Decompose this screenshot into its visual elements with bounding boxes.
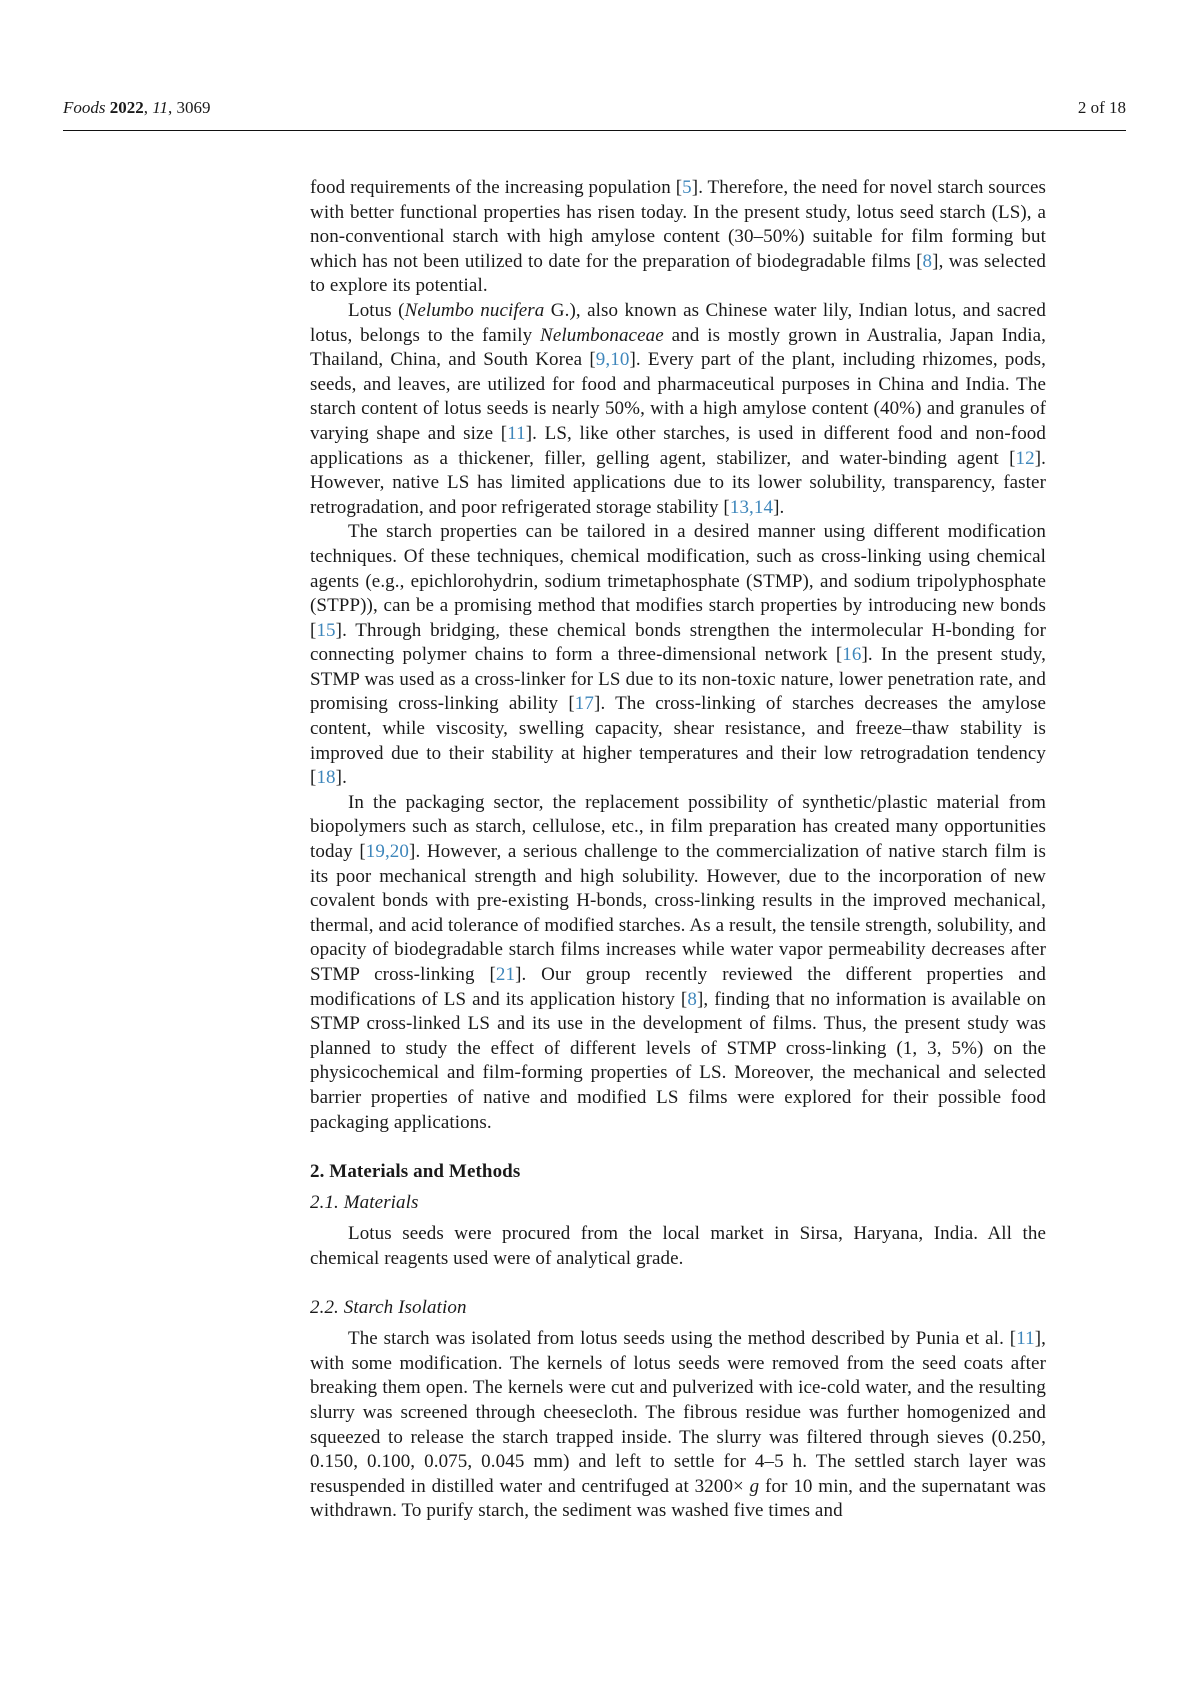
citation-link[interactable]: 8 xyxy=(922,250,933,272)
citation-link[interactable]: 15 xyxy=(316,619,336,641)
subsection-heading: 2.2. Starch Isolation xyxy=(310,1296,467,1318)
journal-citation: Foods 2022, 11, 3069 xyxy=(63,98,211,117)
citation-link[interactable]: 9,10 xyxy=(595,349,630,371)
citation-link[interactable]: 11 xyxy=(507,422,526,444)
citation-link[interactable]: 21 xyxy=(495,964,516,985)
citation-link[interactable]: 16 xyxy=(842,644,862,666)
italic-text: Nelumbonaceae xyxy=(540,324,664,346)
section-heading: 2. Materials and Methods xyxy=(310,1161,521,1183)
paragraph: Lotus seeds were procured from the local market in Sirsa, Haryana, India. All the chemical reagents used were of analytical grade. xyxy=(310,1223,1046,1269)
italic-text: g xyxy=(749,1475,760,1497)
paragraph: food requirements of the increasing population [5]. Therefore, the need for novel starch sources with better functional properties has risen today. In the present study, lotus seed starch (LS), a non-conventional starch with high amylose content (30–50%) suitable for film forming but which has not been utilized to date for the preparation of biodegradable films [8], was selected to explore its potential. xyxy=(310,177,1046,297)
paragraph: Lotus (Nelumbo nucifera G.), also known as Chinese water lily, Indian lotus, and sacred lotus, belongs to the family Nelumbonaceae and is mostly grown in Australia, Japan India, Thailand, China, and South Korea [9,10]. Every part of the plant, including rhizomes, pods, seeds, and leaves, are utilized for food and pharmaceutical purposes in China and India. The starch content of lotus seeds is nearly 50%, with a high amylose content (40%) and granules of varying shape and size [11]. LS, like other starches, is used in different food and non-food applications as a thickener, filler, gelling agent, stabilizer, and water-binding agent [12]. However, native LS has limited applications due to its lower solubility, transparency, faster retrogradation, and poor refrigerated storage stability [13,14]. xyxy=(310,299,1047,518)
citation-link[interactable]: 13,14 xyxy=(729,496,774,518)
citation-link[interactable]: 18 xyxy=(316,767,336,789)
citation-link[interactable]: 11 xyxy=(1016,1328,1035,1350)
article-body xyxy=(310,176,1046,1524)
subsection-heading: 2.1. Materials xyxy=(310,1191,419,1213)
paragraph: In the packaging sector, the replacement possibility of synthetic/plastic material from biopolymers such as starch, cellulose, etc., in film preparation has created many opportunities today [19,20]. However, a serious challenge to the commercialization of native starch film is its poor mechanical strength and high solubility. However, due to the incorporation of new covalent bonds with pre-existing H-bonds, cross-linking results in the improved mechanical, thermal, and acid tolerance of modified starches. As a result, the tensile strength, solubility, and opacity of biodegradable starch films increases while water vapor permeability decreases after STMP cross-linking [21]. Our group recently reviewed the different properties and modifications of LS and its application history [8], finding that no information is available on STMP cross-linked LS and its use in the development of films. Thus, the present study was planned to study the effect of different levels of STMP cross-linking (1, 3, 5%) on the physicochemical and film-forming properties of LS. Moreover, the mechanical and selected barrier properties of native and modified LS films were explored for their possible food packaging applications. xyxy=(310,791,1047,1133)
bold-text: 2022 xyxy=(109,98,144,117)
paragraph: The starch was isolated from lotus seeds using the method described by Punia et al. [11], with some modification. The kernels of lotus seeds were removed from the seed coats after breaking them open. The kernels were cut and pulverized with ice-cold water, and the resulting slurry was screened through cheesecloth. The fibrous residue was further homogenized and squeezed to release the starch trapped inside. The slurry was filtered through sieves (0.250, 0.150, 0.100, 0.075, 0.045 mm) and left to settle for 4–5 h. The settled starch layer was resuspended in distilled water and centrifuged at 3200× g for 10 min, and the supernatant was withdrawn. To purify starch, the sediment was washed five times and xyxy=(310,1328,1046,1522)
citation-link[interactable]: 8 xyxy=(687,988,697,1010)
paragraph: The starch properties can be tailored in a desired manner using different modification techniques. Of these techniques, chemical modification, such as cross-linking using chemical agents (e.g., epichlorohydrin, sodium trimetaphosphate (STMP), and sodium tripolyphosphate (STPP)), can be a promising method that modifies starch properties by introducing new bonds [15]. Through bridging, these chemical bonds strengthen the intermolecular H-bonding for connecting polymer chains to form a three-dimensional network [16]. In the present study, STMP was used as a cross-linker for LS due to its non-toxic nature, lower penetration rate, and promising cross-linking ability [17]. The cross-linking of starches decreases the amylose content, while viscosity, swelling capacity, shear resistance, and freeze–thaw stability is improved due to their stability at higher temperatures and their low retrogradation tendency [18]. xyxy=(310,521,1046,789)
citation-link[interactable]: 17 xyxy=(574,693,594,715)
citation-link[interactable]: 12 xyxy=(1015,447,1035,469)
italic-text: Nelumbo nucifera xyxy=(404,299,545,321)
italic-text: Foods xyxy=(63,98,110,117)
running-head xyxy=(63,98,1126,118)
italic-text: 11 xyxy=(152,98,168,117)
citation-link[interactable]: 19,20 xyxy=(365,841,409,863)
citation-link[interactable]: 5 xyxy=(682,177,692,198)
header-rule xyxy=(63,130,1126,131)
page-indicator: 2 of 18 xyxy=(1077,98,1126,117)
